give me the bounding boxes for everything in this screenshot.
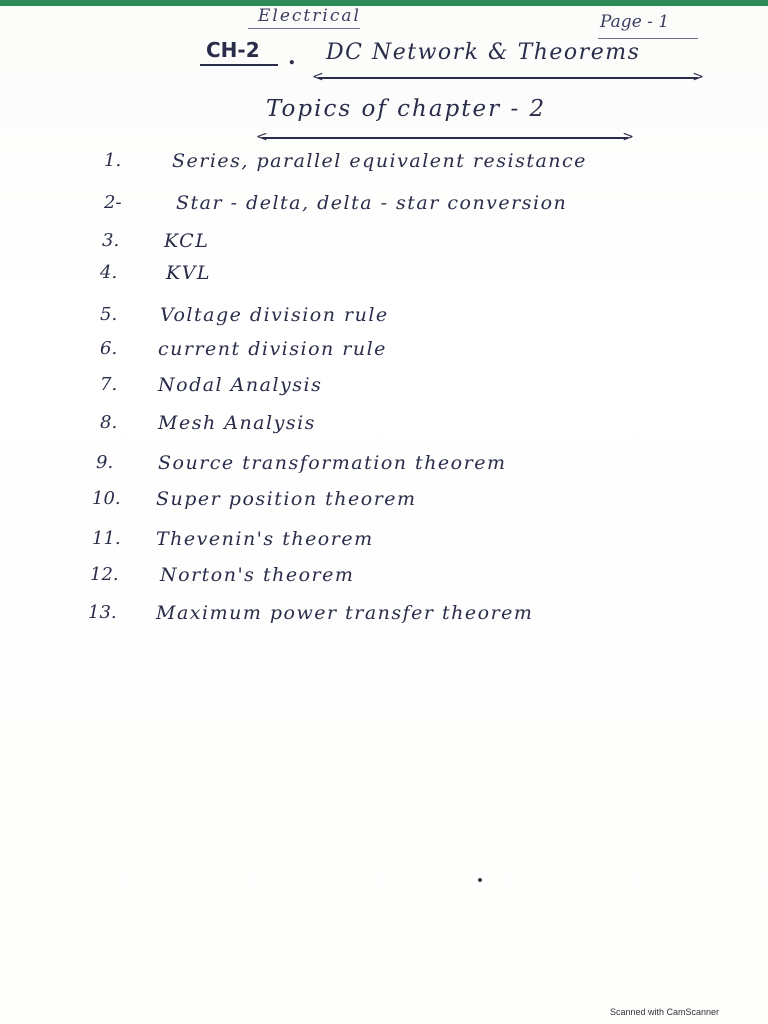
topic-item-1 (0, 150, 768, 180)
topic-number: 1. (104, 150, 122, 171)
topic-item-4 (0, 262, 768, 292)
topic-item-5 (0, 304, 768, 334)
topic-text: Maximum power transfer theorem (156, 602, 534, 624)
topic-number: 7. (100, 374, 118, 395)
topic-item-3 (0, 230, 768, 260)
topic-number: 12. (90, 564, 119, 585)
topic-text: Series, parallel equivalent resistance (172, 150, 587, 172)
topic-text: Super position theorem (156, 488, 417, 510)
topic-text: Nodal Analysis (158, 374, 323, 396)
topic-number: 4. (100, 262, 118, 283)
arrow-right-head-icon: > (692, 69, 704, 85)
topic-number: 5. (100, 304, 118, 325)
arrow-left-head-icon: < (312, 69, 324, 85)
topic-item-13 (0, 602, 768, 632)
topic-number: 9. (96, 452, 114, 473)
topic-text: current division rule (158, 338, 387, 360)
topic-text: Source transformation theorem (158, 452, 507, 474)
topic-number: 10. (92, 488, 121, 509)
topic-text: Star - delta, delta - star conversion (176, 192, 568, 214)
scanner-watermark: Scanned with CamScanner (610, 1007, 720, 1017)
topic-item-12 (0, 564, 768, 594)
topic-item-11 (0, 528, 768, 558)
topic-text: KVL (166, 262, 212, 284)
topic-item-10 (0, 488, 768, 518)
chapter-separator: . (288, 44, 296, 70)
chapter-code: CH-2 (206, 38, 260, 62)
arrow-left-head-icon: < (256, 129, 268, 145)
topic-item-7 (0, 374, 768, 404)
topic-number: 11. (92, 528, 121, 549)
topic-text: Norton's theorem (160, 564, 355, 586)
topic-number: 2- (104, 192, 122, 213)
subject-label: Electrical (258, 6, 361, 26)
topic-text: Mesh Analysis (158, 412, 316, 434)
topic-text: Thevenin's theorem (156, 528, 374, 550)
topic-number: 3. (102, 230, 120, 251)
topic-number: 13. (88, 602, 117, 623)
ink-dot (478, 878, 482, 882)
topic-item-2 (0, 192, 768, 222)
topic-item-9 (0, 452, 768, 482)
topics-heading: Topics of chapter - 2 (266, 96, 547, 122)
topic-number: 6. (100, 338, 118, 359)
page-number-label: Page - 1 (600, 12, 670, 32)
topic-item-6 (0, 338, 768, 368)
topic-item-8 (0, 412, 768, 442)
arrow-right-head-icon: > (622, 129, 634, 145)
topic-number: 8. (100, 412, 118, 433)
chapter-title: DC Network & Theorems (326, 40, 641, 65)
topic-text: KCL (164, 230, 210, 252)
topic-text: Voltage division rule (160, 304, 389, 326)
